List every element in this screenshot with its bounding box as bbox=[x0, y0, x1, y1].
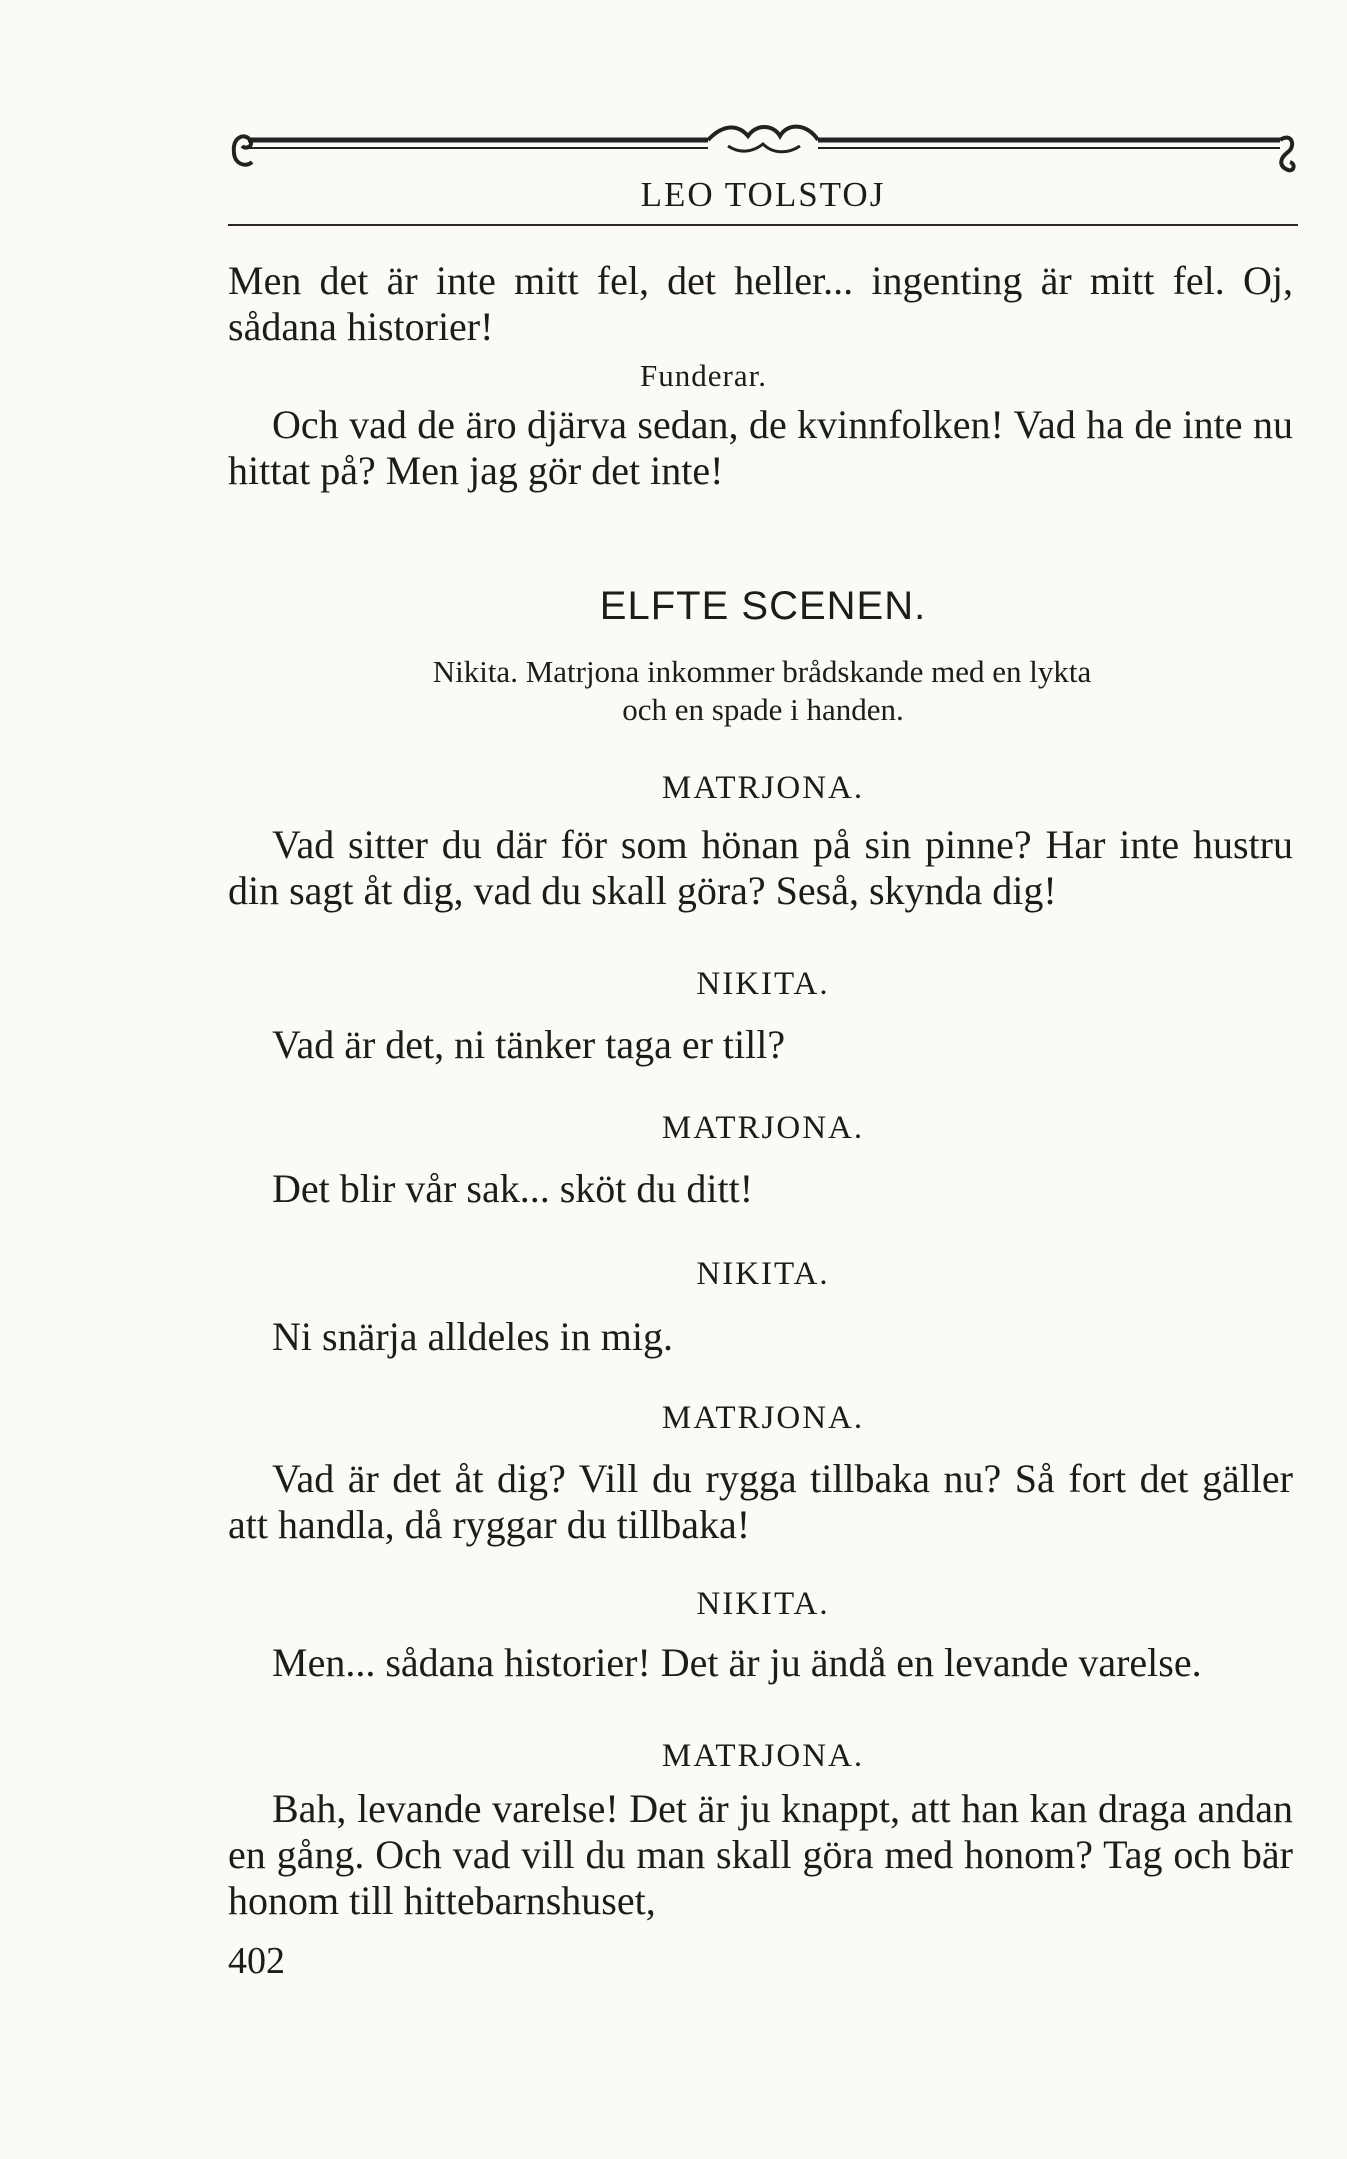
paragraph-7: Vad är det åt dig? Vill du rygga tillbaka nu? Så fort det gäller att handla, då ryggar du tillbaka! bbox=[228, 1456, 1293, 1547]
header-ornament bbox=[228, 118, 1298, 180]
paragraph-9: Bah, levande varelse! Det är ju knappt, att han kan draga andan en gång. Och vad vill du man skall göra med honom? Tag och bär honom till hittebarnshuset, bbox=[228, 1786, 1293, 1923]
speaker-label: NIKITA. bbox=[696, 966, 830, 1002]
stage-direction-1: Funderar. bbox=[640, 358, 767, 393]
speaker-label: MATRJONA. bbox=[661, 1400, 865, 1436]
stage-direction-line-1: Nikita. Matrjona inkommer brådskande med en lykta bbox=[432, 654, 1092, 689]
speaker-label: NIKITA. bbox=[696, 1256, 830, 1292]
header-rule bbox=[228, 224, 1298, 226]
speaker-label: MATRJONA. bbox=[661, 1110, 865, 1146]
speaker-label: NIKITA. bbox=[696, 1586, 830, 1622]
paragraph-5: Det blir vår sak... sköt du ditt! bbox=[272, 1166, 754, 1211]
paragraph-4: Vad är det, ni tänker taga er till? bbox=[272, 1022, 786, 1067]
paragraph-3: Vad sitter du där för som hönan på sin pinne? Har inte hustru din sagt åt dig, vad du skall göra? Seså, skynda dig! bbox=[228, 822, 1293, 913]
paragraph-8: Men... sådana historier! Det är ju ändå en levande varelse. bbox=[272, 1640, 1202, 1685]
paragraph-1: Men det är inte mitt fel, det heller... ingenting är mitt fel. Oj, sådana historier! bbox=[228, 258, 1293, 349]
scene-title: ELFTE SCENEN. bbox=[599, 584, 927, 628]
paragraph-6: Ni snärja alldeles in mig. bbox=[272, 1314, 674, 1359]
speaker-label: MATRJONA. bbox=[661, 770, 865, 806]
page-number: 402 bbox=[228, 1940, 285, 1982]
stage-direction-line-2: och en spade i handen. bbox=[622, 692, 904, 727]
speaker-label: MATRJONA. bbox=[661, 1738, 865, 1774]
running-title: LEO TOLSTOJ bbox=[640, 175, 886, 214]
paragraph-2: Och vad de äro djärva sedan, de kvinnfolken! Vad ha de inte nu hittat på? Men jag gör det inte! bbox=[228, 402, 1293, 493]
